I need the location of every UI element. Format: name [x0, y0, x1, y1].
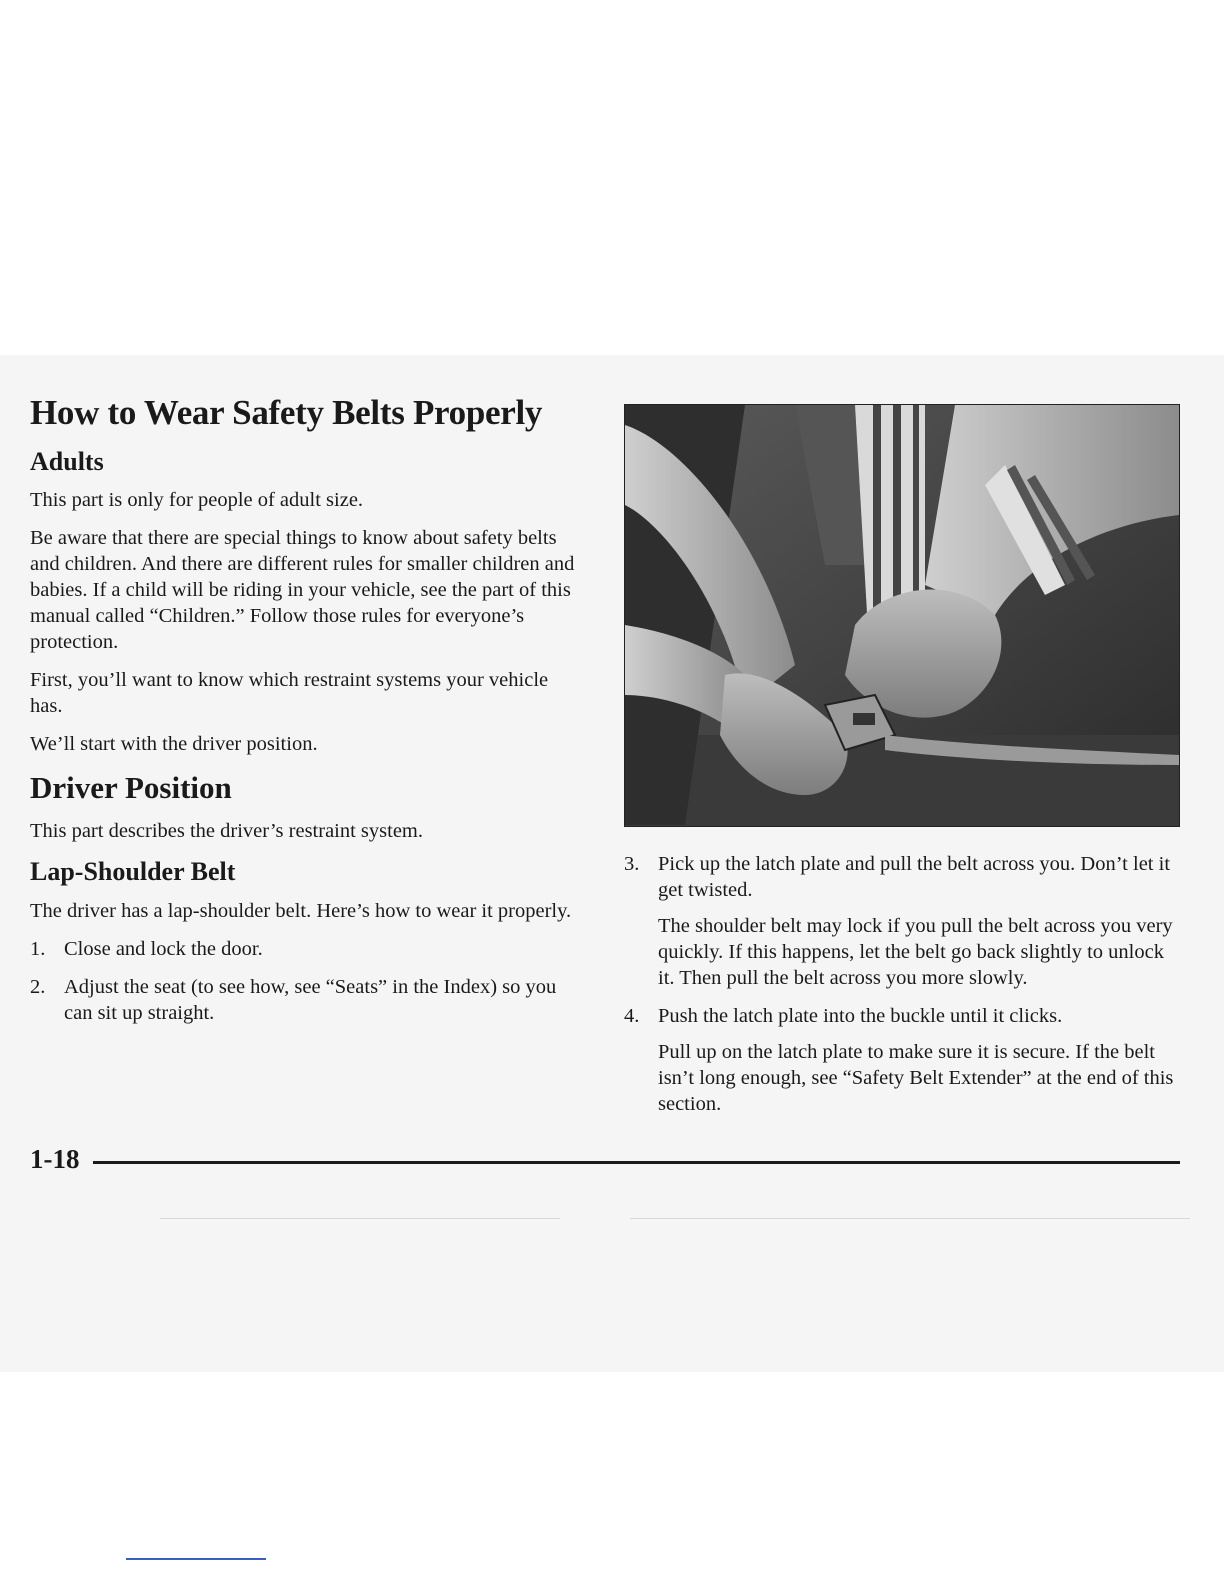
lap-shoulder-heading: Lap-Shoulder Belt	[30, 857, 236, 887]
step-note: The shoulder belt may lock if you pull the belt across you very quickly. If this happens, let the belt go back slightly to unlock it. Then pull the belt across you more slowly.	[658, 915, 1173, 989]
steps-list-left	[30, 936, 585, 1026]
faint-divider	[160, 1218, 560, 1219]
step-text: Push the latch plate into the buckle until it clicks.	[658, 1005, 1063, 1027]
page-footer	[30, 1144, 1180, 1180]
seat-belt-illustration	[624, 404, 1180, 827]
step-note: Pull up on the latch plate to make sure it is secure. If the belt isn’t long enough, see “Safety Belt Extender” at the end of this section.	[658, 1041, 1174, 1115]
page-title: How to Wear Safety Belts Properly	[30, 393, 543, 432]
step-number: 2.	[30, 975, 46, 998]
adults-paragraph-4: We’ll start with the driver position.	[30, 733, 318, 756]
footer-rule	[93, 1161, 1180, 1164]
steps-list-right	[624, 851, 1184, 1117]
step-number: 4.	[624, 1005, 640, 1027]
page-number: 1-18	[30, 1144, 80, 1174]
adults-heading: Adults	[30, 447, 104, 476]
adults-paragraph-1: This part is only for people of adult size.	[30, 489, 364, 512]
list-item	[30, 936, 585, 962]
driver-position-paragraph: This part describes the driver’s restraint system.	[30, 820, 424, 843]
driver-position-heading: Driver Position	[30, 770, 232, 806]
adults-paragraph-3: First, you’ll want to know which restraint systems your vehicle has.	[30, 669, 549, 718]
faint-divider	[630, 1218, 1190, 1219]
left-column	[30, 392, 585, 1038]
list-item	[624, 1003, 1184, 1117]
lap-shoulder-paragraph: The driver has a lap-shoulder belt. Here’s how to wear it properly.	[30, 899, 572, 922]
step-number: 3.	[624, 853, 640, 875]
step-text: Close and lock the door.	[64, 937, 263, 960]
adults-paragraph-2: Be aware that there are special things to know about safety belts and children. And there are different rules for smaller children and babies. If a child will be riding in your vehicle, see the part of this manual called “Children.” Follow those rules for everyone’s protection.	[30, 527, 575, 654]
right-column	[624, 404, 1184, 1129]
step-text: Adjust the seat (to see how, see “Seats” in the Index) so you can sit up straight.	[64, 975, 557, 1024]
list-item	[624, 851, 1184, 991]
step-text: Pick up the latch plate and pull the belt across you. Don’t let it get twisted.	[658, 853, 1171, 901]
link-underline[interactable]	[126, 1558, 266, 1560]
list-item	[30, 974, 585, 1026]
step-number: 1.	[30, 937, 46, 960]
